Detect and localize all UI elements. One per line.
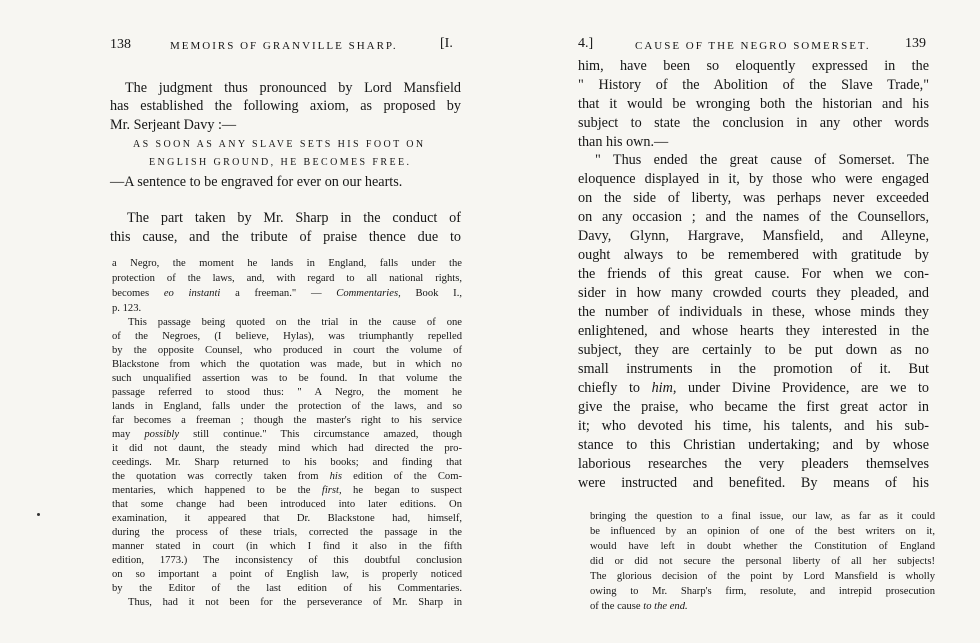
footnote-line: by the opposite Counsel, who produced in court the volume of [112, 345, 462, 356]
section-mark: 4.] [578, 36, 594, 51]
footnote-line: mentaries, which happened to be the first, he began to suspect [112, 485, 462, 496]
footnote-line: the quotation was correctly taken from his edition of the Com- [112, 471, 462, 482]
body-line: ought always to be remembered with gratitude by [578, 247, 929, 263]
body-line: the friends of this great cause. For when we con- [578, 266, 929, 282]
footnote-line: examination, it appeared that Dr. Blackstone had, himself, [112, 513, 462, 524]
body-line: laborious researches the very pleaders themselves [578, 456, 929, 472]
body-line: Mr. Serjeant Davy :— [110, 117, 237, 133]
running-head: MEMOIRS OF GRANVILLE SHARP. [170, 40, 398, 52]
footnote-line: lands in England, falls under the protection of the laws, and so [112, 401, 462, 412]
footnote-line: Thus, had it not been for the perseverance of Mr. Sharp in [128, 597, 462, 608]
footnote-line: it did not daunt, the steady mind which had directed the pro- [112, 443, 462, 454]
footnote-line: passage referred to stood thus: " A Negro, the moment he [112, 387, 462, 398]
body-line: it; who devoted his time, his talents, and his sub- [578, 418, 929, 434]
body-line: the number of individuals in these, whose minds they [578, 304, 929, 320]
body-line: stance to this Christian undertaking; and by whose [578, 437, 929, 453]
footnote-line: This passage being quoted on the trial in the cause of one [128, 317, 462, 328]
footnote-line: bringing the question to a final issue, our law, as far as it could [590, 511, 935, 522]
footnote-line: did or did not secure the personal liberty of all her subjects! [590, 556, 935, 567]
body-line: has established the following axiom, as proposed by [110, 98, 461, 114]
footnote-line: would have left in doubt whether the Constitution of England [590, 541, 935, 552]
section-mark: [I. [440, 36, 453, 51]
body-line: —A sentence to be engraved for ever on our hearts. [110, 174, 403, 190]
page-speck [37, 513, 40, 516]
footnote-line: edition, 1773.) The inconsistency of this doubtful conclusion [112, 555, 462, 566]
body-line: Davy, Glynn, Hargrave, Mansfield, and Alleyne, [578, 228, 929, 244]
body-line: enlightened, and whose hearts they interested in the [578, 323, 929, 339]
body-line: him, have been so eloquently expressed in the [578, 58, 929, 74]
footnote-line: on so important a point of English law, is properly noticed [112, 569, 462, 580]
body-line: " History of the Abolition of the Slave Trade," [578, 77, 929, 93]
footnote-line: protection of the laws, and, with regard to all national rights, [112, 273, 462, 284]
body-line: that it would be wronging both the historian and his [578, 96, 929, 112]
footnote-line: owing to Mr. Sharp's firm, resolute, and intrepid prosecution [590, 586, 935, 597]
body-line: on any occasion ; and the names of the Counsellors, [578, 209, 929, 225]
page-number: 138 [110, 37, 131, 52]
footnote-line: by the Editor of the last edition of his Commentaries. [112, 583, 462, 594]
page-number: 139 [905, 36, 926, 51]
footnote-line: during the process of these trials, corrected the passage in the [112, 527, 462, 538]
footnote-line: of the cause to the end. [590, 601, 688, 612]
axiom-line: AS SOON AS ANY SLAVE SETS HIS FOOT ON [133, 139, 426, 150]
footnote-line: manner stated in court (in which I find it also in the fifth [112, 541, 462, 552]
body-line: subject to state the conclusion in any other words [578, 115, 929, 131]
footnote-line: of the Negroes, (I believe, Hylas), was triumphantly repelled [112, 331, 462, 342]
footnote-line: far becomes a freeman ; though the master's right to his service [112, 415, 462, 426]
right-page [490, 0, 980, 643]
footnote-line: becomes eo instanti a freeman." — Commentaries, Book I., [112, 288, 462, 299]
body-line: eloquence displayed in it, by those who were engaged [578, 171, 929, 187]
body-line: than his own.— [578, 134, 669, 150]
footnote-line: may possibly still continue." This circumstance amazed, though [112, 429, 462, 440]
running-head: CAUSE OF THE NEGRO SOMERSET. [635, 40, 871, 52]
body-line: " Thus ended the great cause of Somerset. The [595, 152, 929, 168]
body-line: small instruments in the promotion of it. But [578, 361, 929, 377]
footnote-line: The glorious decision of the point by Lord Mansfield is wholly [590, 571, 935, 582]
body-line: on the side of liberty, was perhaps never exceeded [578, 190, 929, 206]
body-line: The judgment thus pronounced by Lord Mansfield [125, 80, 461, 96]
body-line: The part taken by Mr. Sharp in the conduct of [127, 210, 461, 226]
body-line: sider in how many crowded courts they pleaded, and [578, 285, 929, 301]
body-line: this cause, and the tribute of praise thence due to [110, 229, 461, 245]
footnote-line: ceedings. Mr. Sharp returned to his books; and finding that [112, 457, 462, 468]
axiom-line: ENGLISH GROUND, HE BECOMES FREE. [149, 157, 412, 168]
footnote-line: that some change had been introduced into later editions. On [112, 499, 462, 510]
body-line: give the praise, who became the first great actor in [578, 399, 929, 415]
footnote-line: Blackstone from which the quotation was made, but in which no [112, 359, 462, 370]
footnote-line: be influenced by an opinion of one of the best writers on it, [590, 526, 935, 537]
body-line: chiefly to him, under Divine Providence, are we to [578, 380, 929, 396]
footnote-line: p. 123. [112, 303, 142, 314]
footnote-line: such unqualified assertion was to be found. In that volume the [112, 373, 462, 384]
body-line: were instructed and benefited. By means of his [578, 475, 929, 491]
body-line: subject, they are certainly to be put down as no [578, 342, 929, 358]
footnote-line: a Negro, the moment he lands in England, falls under the [112, 258, 462, 269]
